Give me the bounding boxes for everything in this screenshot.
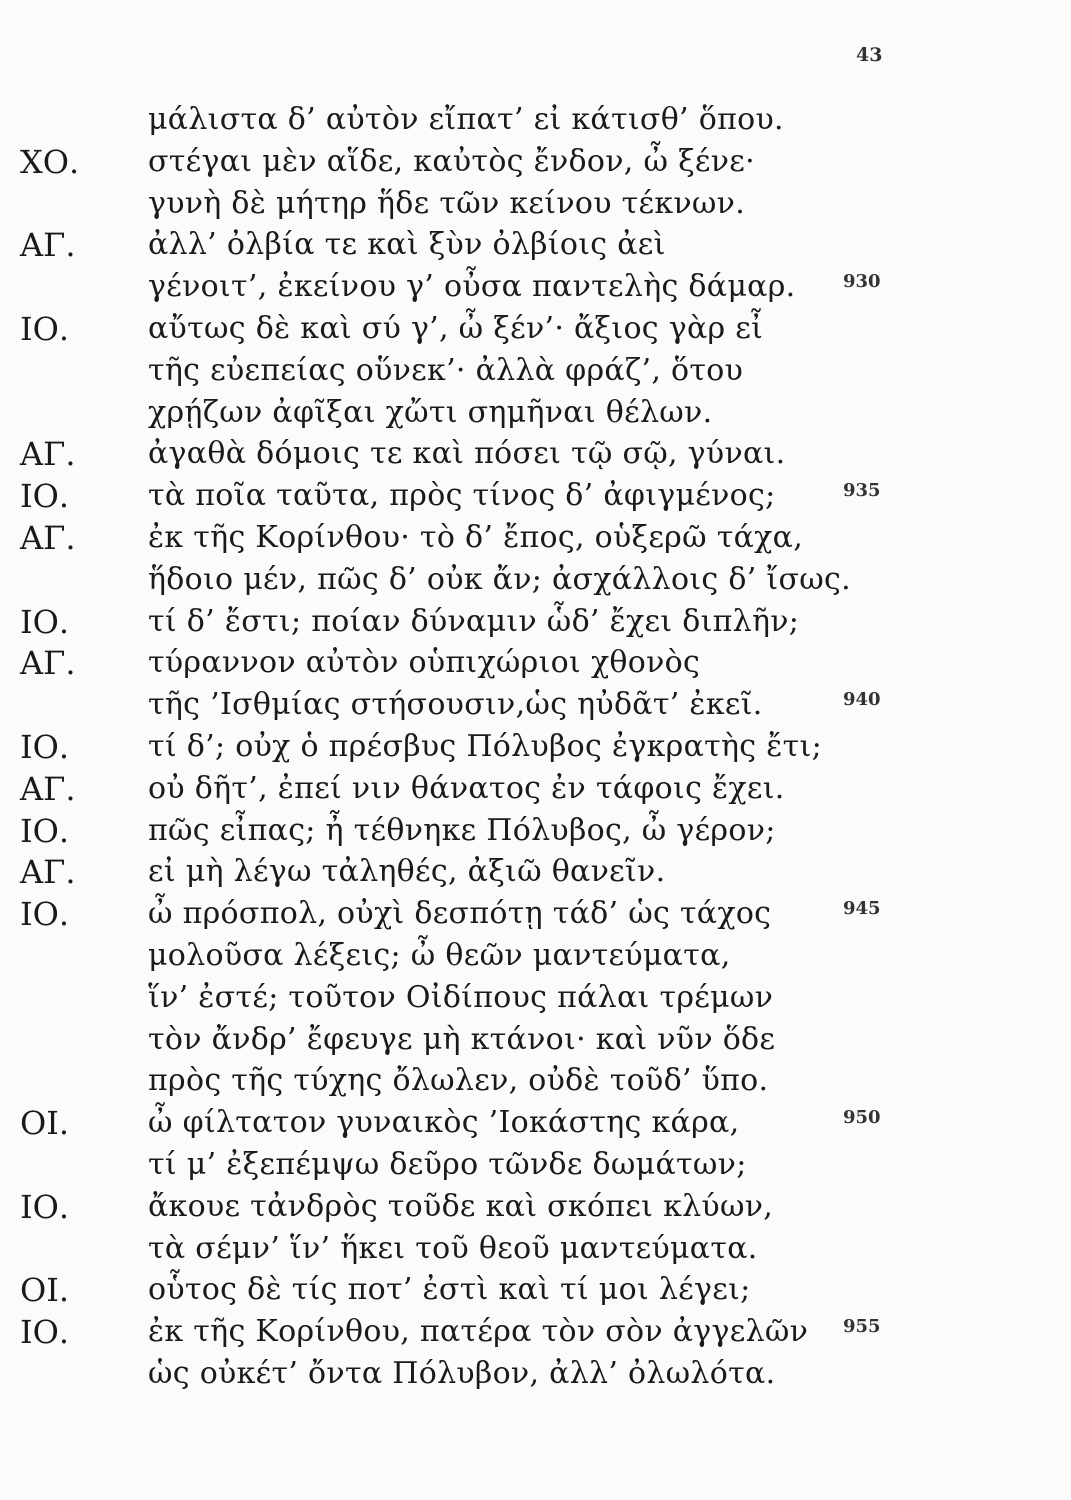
speaker-label: ΑΓ.	[20, 769, 76, 808]
verse-line	[0, 391, 1071, 439]
speaker-label: ΙΟ.	[20, 602, 70, 641]
verse-line	[0, 1101, 1071, 1149]
verse-line	[0, 349, 1071, 397]
verse-text: ἐκ τῆς Κορίνθου, πατέρα τὸν σὸν ἀγγελῶν	[148, 1314, 809, 1350]
verse-line	[0, 182, 1071, 230]
speaker-label: ΙΟ.	[20, 1313, 70, 1352]
speaker-label: ΙΟ.	[20, 310, 70, 348]
verse-text: τὰ ποῖα ταῦτα, πρὸς τίνος δ’ ἀφιγμένος;	[148, 478, 776, 514]
verse-line	[0, 850, 1071, 898]
line-number: 930	[843, 271, 881, 293]
verse-text: ὦ πρόσπολ, οὐχὶ δεσπότῃ τάδ’ ὡς τάχος	[148, 896, 772, 932]
speaker-label: ΟΙ.	[20, 1271, 70, 1310]
verse-text: οὗτος δὲ τίς ποτ’ ἐστὶ καὶ τί μοι λέγει;	[148, 1272, 751, 1308]
verse-line	[0, 98, 1071, 146]
verse-text: οὐ δῆτ’, ἐπεί νιν θάνατος ἐν τάφοις ἔχει.	[148, 770, 785, 806]
speaker-label: ΑΓ.	[20, 519, 76, 557]
verse-line	[0, 1352, 1071, 1400]
verse-text: πῶς εἶπας; ἦ τέθνηκε Πόλυβος, ὦ γέρον;	[148, 812, 776, 848]
verse-line	[0, 1059, 1071, 1107]
verse-line	[0, 516, 1071, 564]
verse-text: ἐκ τῆς Κορίνθου· τὸ δ’ ἔπος, οὑξερῶ τάχα,	[148, 520, 804, 555]
verse-line	[0, 1268, 1071, 1316]
verse-line	[0, 641, 1071, 689]
verse-text: ἄκουε τἀνδρὸς τοῦδε καὶ σκόπει κλύων,	[148, 1188, 774, 1224]
line-number: 940	[843, 689, 881, 711]
speaker-label: ΑΓ.	[20, 853, 76, 892]
verse-text: πρὸς τῆς τύχης ὄλωλεν, οὐδὲ τοῦδ’ ὕπο.	[148, 1063, 769, 1099]
verse-line	[0, 767, 1071, 815]
verse-text: ὡς οὐκέτ’ ὄντα Πόλυβον, ἀλλ’ ὀλωλότα.	[148, 1356, 776, 1391]
verse-line	[0, 1018, 1071, 1066]
verse-line	[0, 558, 1071, 606]
speaker-label: ΙΟ.	[20, 477, 70, 516]
verse-line	[0, 892, 1071, 940]
verse-line	[0, 1185, 1071, 1233]
page-number: 43	[856, 44, 883, 66]
verse-text: τύραννον αὐτὸν οὑπιχώριοι χθονὸς	[148, 645, 701, 681]
speaker-label: ΑΓ.	[20, 644, 76, 683]
verse-line	[0, 809, 1071, 857]
speaker-label: ΧΟ.	[20, 142, 80, 181]
verse-text: ἥδοιο μέν, πῶς δ’ οὐκ ἄν; ἀσχάλλοις δ’ ἴσως.	[148, 561, 851, 597]
verse-text: μάλιστα δ’ αὐτὸν εἴπατ’ εἰ κάτισθ’ ὅπου.	[148, 102, 784, 137]
verse-line	[0, 307, 1071, 355]
verse-text: ὦ φίλτατον γυναικὸς ’Ιοκάστης κάρα,	[148, 1105, 740, 1141]
speaker-label: ΟΙ.	[20, 1104, 70, 1143]
verse-text: στέγαι μὲν αἵδε, καὐτὸς ἔνδον, ὦ ξένε·	[148, 143, 755, 179]
verse-line	[0, 223, 1071, 271]
line-number: 945	[843, 898, 881, 920]
speaker-label: ΙΟ.	[20, 728, 70, 766]
verse-line	[0, 934, 1071, 982]
verse-line	[0, 1143, 1071, 1191]
verse-text: χρῄζων ἀφῖξαι χὤτι σημῆναι θέλων.	[148, 394, 713, 430]
verse-text: τί δ’; οὐχ ὁ πρέσβυς Πόλυβος ἐγκρατὴς ἔτι;	[148, 729, 823, 764]
speaker-label: ΑΓ.	[20, 226, 76, 265]
speaker-label: ΙΟ.	[20, 895, 70, 934]
verse-line	[0, 1310, 1071, 1358]
verse-text: γένοιτ’, ἐκείνου γ’ οὖσα παντελὴς δάμαρ.	[148, 269, 796, 305]
verse-line	[0, 474, 1071, 522]
verse-line	[0, 1227, 1071, 1275]
verse-text: τί μ’ ἐξεπέμψω δεῦρο τῶνδε δωμάτων;	[148, 1147, 747, 1182]
verse-text: ἀγαθὰ δόμοις τε καὶ πόσει τῷ σῷ, γύναι.	[148, 436, 786, 472]
verse-text: τὸν ἄνδρ’ ἔφευγε μὴ κτάνοι· καὶ νῦν ὅδε	[148, 1021, 776, 1057]
verse-line	[0, 265, 1071, 313]
line-number: 950	[843, 1107, 881, 1129]
line-number: 955	[843, 1316, 881, 1338]
verse-line	[0, 140, 1071, 188]
verse-text: τῆς ’Ισθμίας στήσουσιν,ὡς ηὐδᾶτ’ ἐκεῖ.	[148, 687, 763, 723]
speaker-label: ΑΓ.	[20, 435, 76, 474]
verse-text: μολοῦσα λέξεις; ὦ θεῶν μαντεύματα,	[148, 938, 731, 973]
verse-line	[0, 725, 1071, 773]
speaker-label: ΙΟ.	[20, 1187, 70, 1226]
verse-line	[0, 600, 1071, 648]
verse-line	[0, 683, 1071, 731]
verse-text: τῆς εὐεπείας οὕνεκ’· ἀλλὰ φράζ’, ὅτου	[148, 352, 744, 388]
verse-text: ἵν’ ἐστέ; τοῦτον Οἰδίπους πάλαι τρέμων	[148, 979, 774, 1015]
verse-text: γυνὴ δὲ μήτηρ ἥδε τῶν κείνου τέκνων.	[148, 185, 746, 221]
verse-text: τί δ’ ἔστι; ποίαν δύναμιν ὧδ’ ἔχει διπλῆν;	[148, 603, 800, 639]
line-number: 935	[843, 480, 881, 502]
verse-line	[0, 432, 1071, 480]
verse-text: τὰ σέμν’ ἵν’ ἥκει τοῦ θεοῦ μαντεύματα.	[148, 1230, 758, 1266]
verse-text: ἀλλ’ ὀλβία τε καὶ ξὺν ὀλβίοις ἀεὶ	[148, 227, 666, 263]
verse-line	[0, 976, 1071, 1024]
speaker-label: ΙΟ.	[20, 811, 70, 850]
verse-text: εἰ μὴ λέγω τἀληθές, ἀξιῶ θανεῖν.	[148, 854, 666, 890]
verse-text: αὔτως δὲ καὶ σύ γ’, ὦ ξέν’· ἄξιος γὰρ εἶ	[148, 311, 764, 346]
